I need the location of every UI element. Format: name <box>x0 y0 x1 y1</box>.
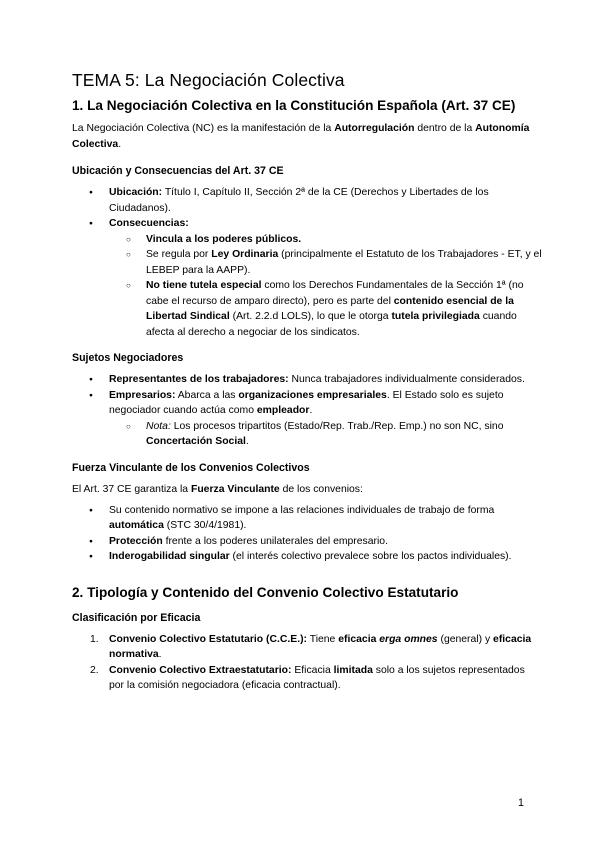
list-item: ● Ubicación: Título I, Capítulo II, Sección 2ª de la CE (Derechos y Libertades de los Ciudadanos). <box>72 185 542 216</box>
document-body <box>72 70 542 694</box>
ubicacion-list <box>72 185 542 340</box>
section-1-intro: La Negociación Colectiva (NC) es la manifestación de la Autorregulación dentro de la Autonomía Colectiva. <box>72 123 530 150</box>
list-item: ● Su contenido normativo se impone a las relaciones individuales de trabajo de forma automática (STC 30/4/1981). <box>72 503 542 534</box>
consecuencias-sublist <box>109 232 542 341</box>
fuerza-heading: Fuerza Vinculante de los Convenios Colectivos <box>72 461 310 474</box>
sublist-item: ○ Vincula a los poderes públicos. <box>109 232 542 248</box>
list-item: ● Consecuencias: ○ Vincula a los poderes públicos. ○ Se regula por Ley Ordinaria (principalmente el Estatuto de los Trabajadores - ET, y el LEBEP para la AAPP). ○ No tiene tutela especial como los Derechos Fundamentales de la Sección 1ª (no cabe el recurso de amparo directo), pero es parte del contenido esencial de la Libertad Sindical (Art. 2.2.d LOLS), lo que le otorga tutela privilegiada cuando afecta al derecho a negociar de los sindicatos. <box>72 216 542 340</box>
section-2-heading: 2. Tipología y Contenido del Convenio Colectivo Estatutario <box>72 584 459 600</box>
fuerza-list <box>72 503 542 565</box>
sujetos-heading: Sujetos Negociadores <box>72 352 184 364</box>
sublist-item: ○ No tiene tutela especial como los Derechos Fundamentales de la Sección 1ª (no cabe el recurso de amparo directo), pero es parte del contenido esencial de la Libertad Sindical (Art. 2.2.d LOLS), lo que le otorga tutela privilegiada cuando afecta al derecho a negociar de los sindicatos. <box>109 278 542 340</box>
numbered-item: 1. Convenio Colectivo Estatutario (C.C.E.): Tiene eficacia erga omnes (general) y eficacia normativa. <box>90 633 532 660</box>
clasificacion-heading: Clasificación por Eficacia <box>72 611 201 624</box>
page-number: 1 <box>518 797 524 809</box>
numbered-item: 2. Convenio Colectivo Extraestatutario: Eficacia limitada solo a los sujetos representados por la comisión negociadora (eficacia contractual). <box>90 664 525 691</box>
sublist-item: ○ Nota: Los procesos tripartitos (Estado/Rep. Trab./Rep. Emp.) no son NC, sino Concertación Social. <box>109 419 542 450</box>
clasificacion-list <box>72 632 542 694</box>
list-item: ● Representantes de los trabajadores: Nunca trabajadores individualmente considerados. <box>72 372 542 388</box>
document-title: TEMA 5: La Negociación Colectiva <box>72 70 345 90</box>
empresarios-sublist <box>109 419 542 450</box>
sujetos-list <box>72 372 542 450</box>
list-item: ● Empresarios: Abarca a las organizaciones empresariales. El Estado solo es sujeto negociador cuando actúa como empleador. ○ Nota: Los procesos tripartitos (Estado/Rep. Trab./Rep. Emp.) no son NC, sino Concertación Social. <box>72 388 542 450</box>
list-item: ● Inderogabilidad singular (el interés colectivo prevalece sobre los pactos individuales). <box>72 549 542 565</box>
sublist-item: ○ Se regula por Ley Ordinaria (principalmente el Estatuto de los Trabajadores - ET, y el LEBEP para la AAPP). <box>109 247 542 278</box>
fuerza-intro: El Art. 37 CE garantiza la Fuerza Vinculante de los convenios: <box>72 483 363 495</box>
section-1-heading: 1. La Negociación Colectiva en la Constitución Española (Art. 37 CE) <box>72 98 516 113</box>
list-item: ● Protección frente a los poderes unilaterales del empresario. <box>72 534 542 550</box>
ubicacion-heading: Ubicación y Consecuencias del Art. 37 CE <box>72 165 284 177</box>
